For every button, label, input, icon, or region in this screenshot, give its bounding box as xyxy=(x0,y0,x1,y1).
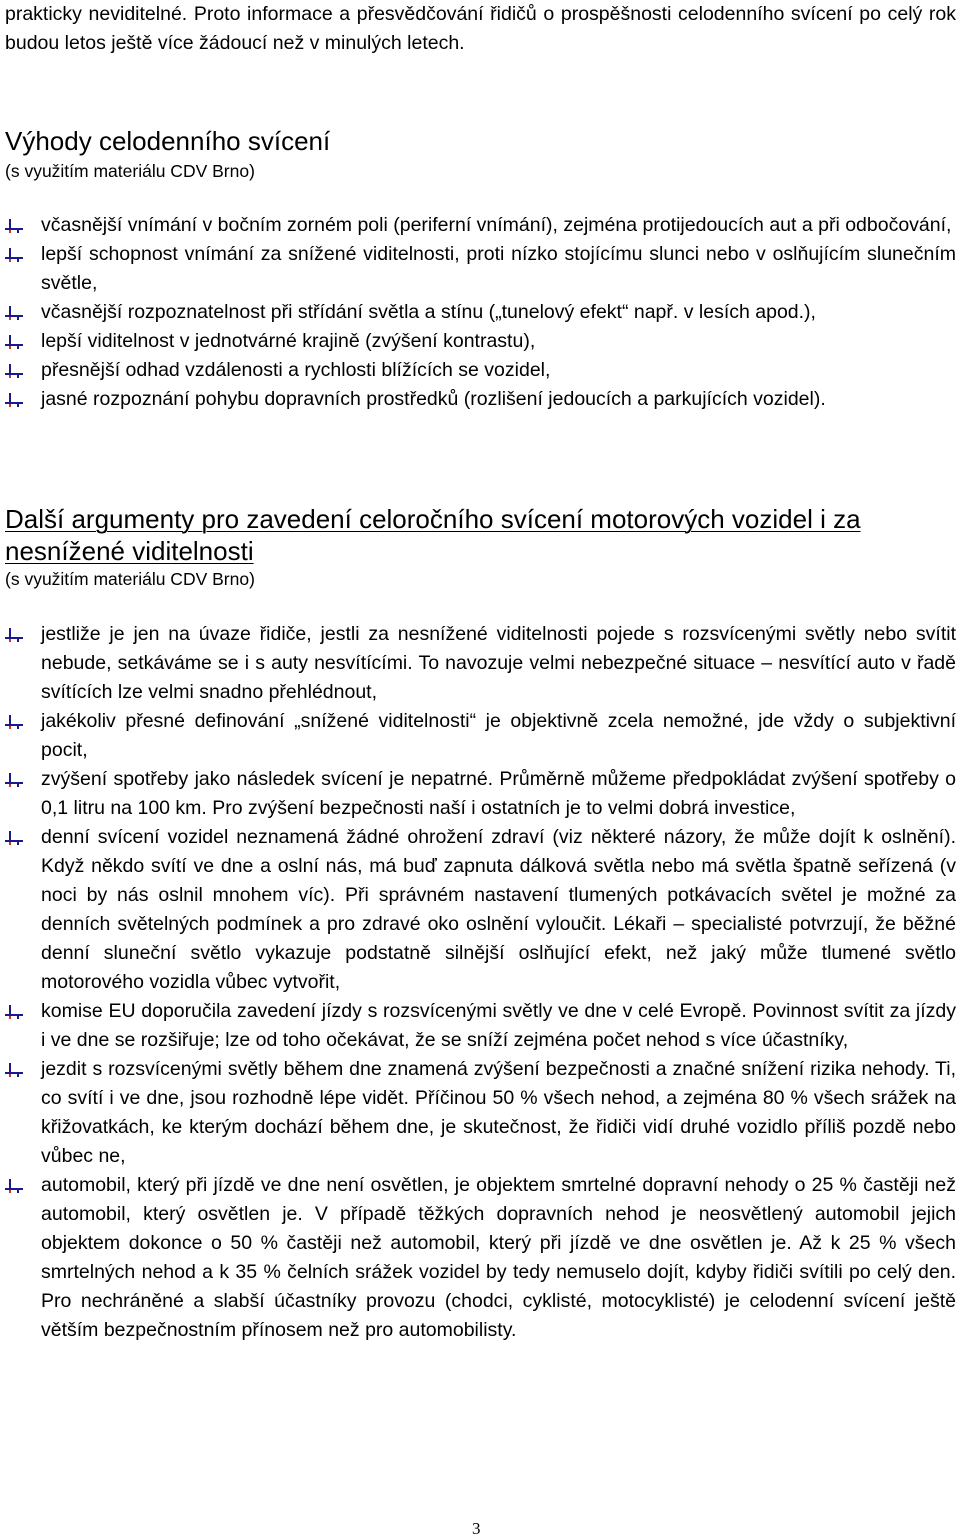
arrow-down-bullet-icon xyxy=(5,628,23,642)
list-item xyxy=(0,823,960,997)
list-item-text: zvýšení spotřeby jako následek svícení je nepatrné. Průměrně můžeme předpokládat zvýšení spotřeby o 0,1 litru na 100 km. Pro zvýšení bezpečnosti naší i ostatních je to velmi dobrá investice, xyxy=(41,768,956,819)
list-item xyxy=(0,211,960,240)
arrow-down-bullet-icon xyxy=(5,306,23,320)
list-item-text: lepší schopnost vnímání za snížené viditelnosti, proti nízko stojícímu slunci nebo v oslňujícím slunečním světle, xyxy=(41,243,956,294)
section1-source: (s využitím materiálu CDV Brno) xyxy=(5,161,255,181)
list-item xyxy=(0,385,960,414)
list-item xyxy=(0,1055,960,1171)
list-item-text: lepší viditelnost v jednotvárné krajině (zvýšení kontrastu), xyxy=(41,330,536,352)
arrow-down-bullet-icon xyxy=(5,219,23,233)
list-item xyxy=(0,707,960,765)
list-item-text: jezdit s rozsvícenými světly během dne znamená zvýšení bezpečnosti a značné snížení rizika nehody. Ti, co svítí i ve dne, jsou rozhodně lépe vidět. Příčinou 50 % všech nehod, a zejména 80 % všech srážek na křižovatkách, ke kterým dochází během dne, je skutečnost, že řidiči vidí druhé vozidlo příliš pozdě nebo vůbec ne, xyxy=(41,1058,956,1167)
section1-heading: Výhody celodenního svícení xyxy=(5,126,331,156)
arguments-list xyxy=(0,620,960,1345)
list-item xyxy=(0,356,960,385)
arrow-down-bullet-icon xyxy=(5,831,23,845)
arrow-down-bullet-icon xyxy=(5,1179,23,1193)
advantages-list xyxy=(0,211,960,414)
arrow-down-bullet-icon xyxy=(5,335,23,349)
list-item-text: jakékoliv přesné definování „snížené viditelnosti“ je objektivně zcela nemožné, jde vždy o subjektivní pocit, xyxy=(41,710,956,761)
list-item xyxy=(0,240,960,298)
list-item-text: včasnější vnímání v bočním zorném poli (periferní vnímání), zejména protijedoucích aut a při odbočování, xyxy=(41,214,952,236)
arrow-down-bullet-icon xyxy=(5,364,23,378)
arrow-down-bullet-icon xyxy=(5,1005,23,1019)
intro-paragraph: prakticky neviditelné. Proto informace a přesvědčování řidičů o prospěšnosti celodenního svícení po celý rok budou letos ještě více žádoucí než v minulých letech. xyxy=(5,3,956,54)
list-item-text: automobil, který při jízdě ve dne není osvětlen, je objektem smrtelné dopravní nehody o 25 % častěji než automobil, který osvětlen je. V případě těžkých dopravních nehod je neosvětlený automobil jejich objektem dokonce o 50 % častěji než automobil, který při jízdě ve dne osvětlen je. Až k 25 % všech smrtelných nehod a k 35 % čelních srážek vozidel by tedy nemuselo dojít, kdyby řidiči svítili po celý den. Pro nechráněné a slabší účastníky provozu (chodci, cyklisté, motocyklisté) je celodenní svícení ještě větším bezpečnostním přínosem než pro automobilisty. xyxy=(41,1174,956,1341)
list-item-text: přesnější odhad vzdálenosti a rychlosti blížících se vozidel, xyxy=(41,359,551,381)
arrow-down-bullet-icon xyxy=(5,715,23,729)
list-item-text: jestliže je jen na úvaze řidiče, jestli za nesnížené viditelnosti pojede s rozsvícenými světly nebo svítit nebude, setkáváme se i s auty nesvítícími. To navozuje velmi nebezpečné situace – nesvítící auto v řadě svítících lze velmi snadno přehlédnout, xyxy=(41,623,956,703)
arrow-down-bullet-icon xyxy=(5,248,23,262)
arrow-down-bullet-icon xyxy=(5,393,23,407)
arrow-down-bullet-icon xyxy=(5,773,23,787)
page-number: 3 xyxy=(472,1519,481,1538)
list-item xyxy=(0,327,960,356)
arrow-down-bullet-icon xyxy=(5,1063,23,1077)
section2-source: (s využitím materiálu CDV Brno) xyxy=(5,569,255,589)
list-item xyxy=(0,298,960,327)
list-item xyxy=(0,765,960,823)
list-item xyxy=(0,620,960,707)
list-item-text: včasnější rozpoznatelnost při střídání světla a stínu („tunelový efekt“ např. v lesích apod.), xyxy=(41,301,816,323)
list-item-text: komise EU doporučila zavedení jízdy s rozsvícenými světly ve dne v celé Evropě. Povinnost svítit za jízdy i ve dne se rozšiřuje; lze od toho očekávat, že se sníží zejména počet nehod s více účastníky, xyxy=(41,1000,956,1051)
list-item-text: jasné rozpoznání pohybu dopravních prostředků (rozlišení jedoucích a parkujících vozidel). xyxy=(41,388,826,410)
section2-heading: Další argumenty pro zavedení celoročního svícení motorových vozidel i za nesnížené viditelnosti xyxy=(5,504,861,566)
list-item-text: denní svícení vozidel neznamená žádné ohrožení zdraví (viz některé názory, že může dojít k oslnění). Když někdo svítí ve dne a oslní nás, má buď zapnuta dálková světla nebo má světla špatně seřízená (v noci by nás oslnil mnohem víc). Při správném nastavení tlumených potkávacích světel je možné za denních světelných podmínek a pro zdravé oko oslnění vyloučit. Lékaři – specialisté potvrzují, že běžné denní sluneční světlo vykazuje podstatně silnější oslňující efekt, než jaký může tlumené světlo motorového vozidla vůbec vytvořit, xyxy=(41,826,956,993)
list-item xyxy=(0,1171,960,1345)
list-item xyxy=(0,997,960,1055)
